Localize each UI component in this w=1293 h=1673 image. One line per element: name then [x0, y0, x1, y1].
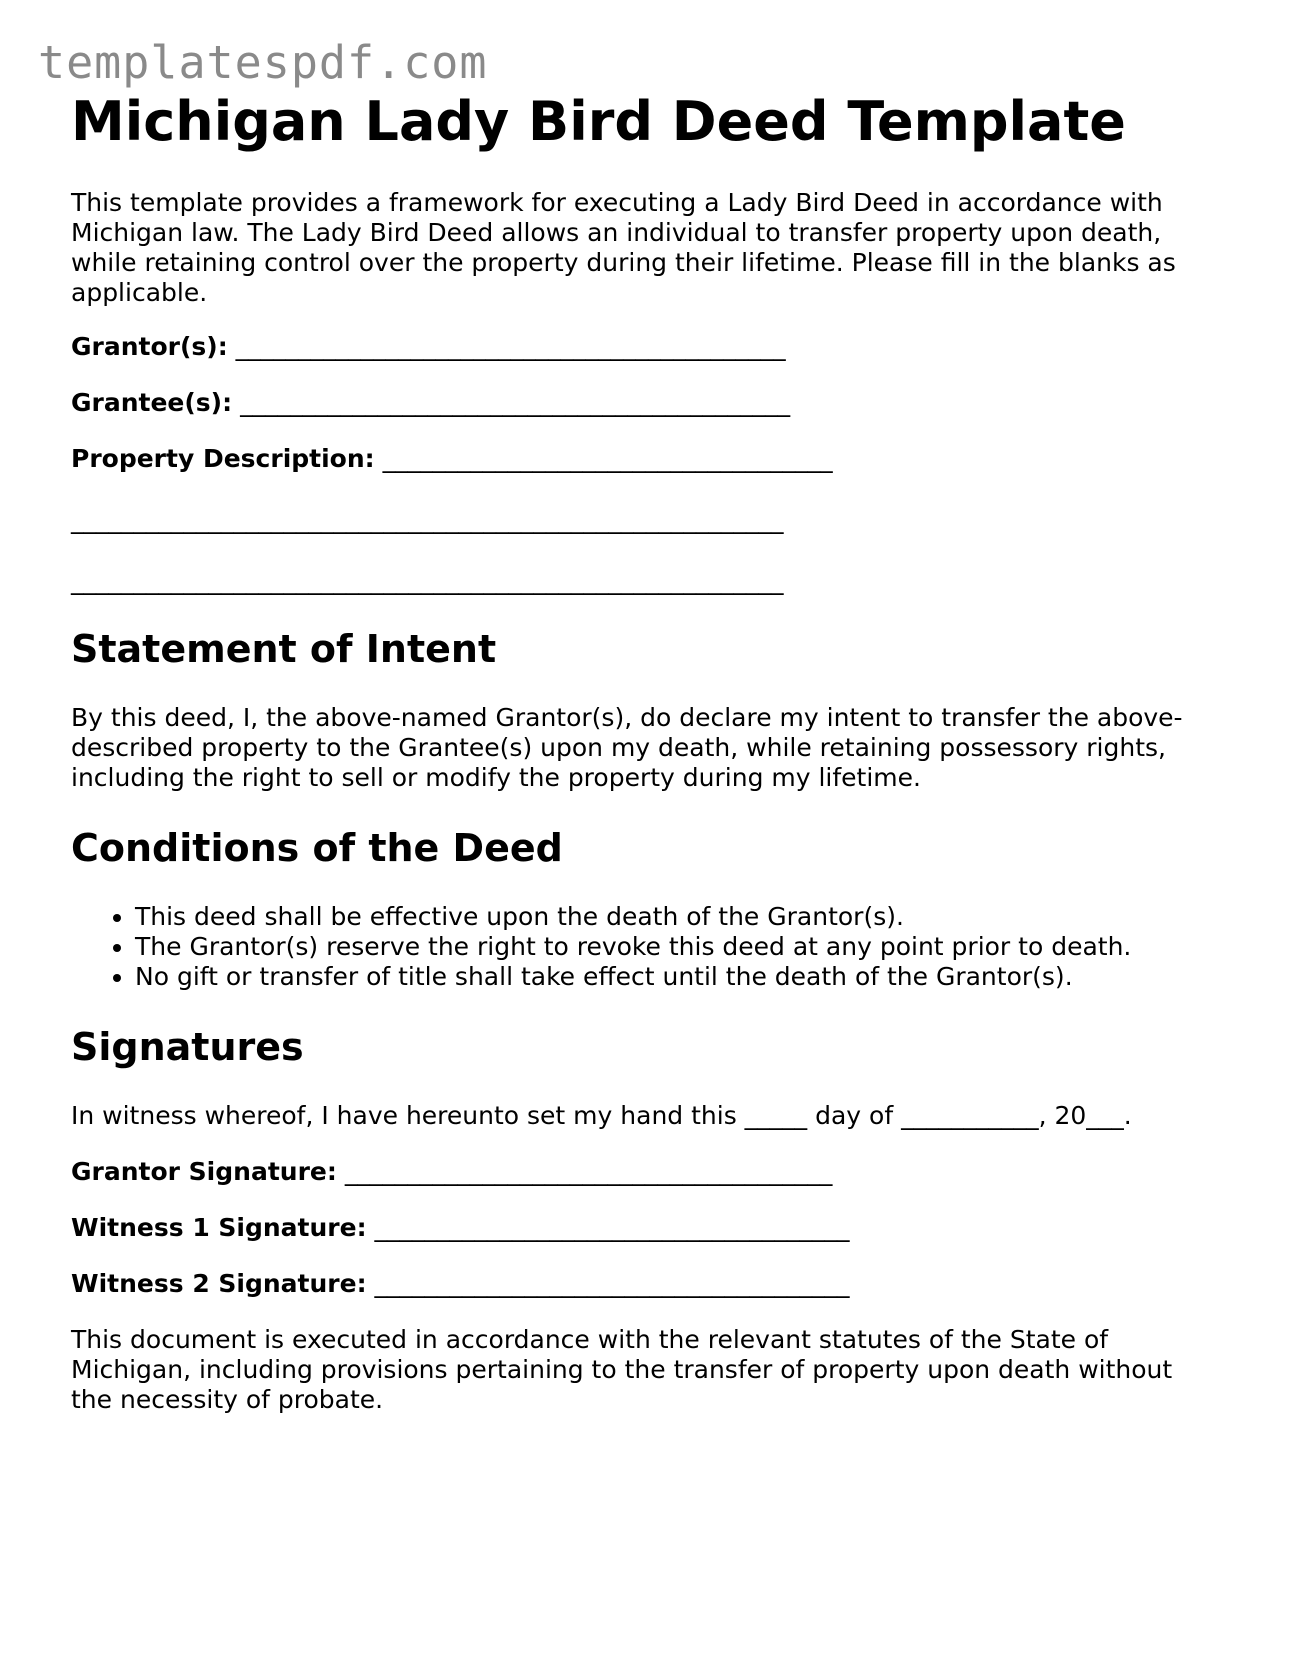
property-description-field[interactable] [71, 444, 1221, 474]
property-description-label: Property Description: [71, 444, 375, 473]
watermark: templatespdf.com [38, 36, 488, 89]
grantor-blank[interactable]: ____________________________________________ [235, 332, 786, 361]
witness-2-signature-label: Witness 2 Signature: [71, 1269, 367, 1298]
witness-2-signature-field[interactable] [71, 1269, 1221, 1299]
grantee-label: Grantee(s): [71, 388, 233, 417]
condition-item: • The Grantor(s) reserve the right to revoke this deed at any point prior to death. [135, 932, 1221, 962]
statement-of-intent-text: By this deed, I, the above-named Grantor(s), do declare my intent to transfer the above-described property to the Grantee(s) upon my death, while retaining possessory rights, including the right to sell or modify the property during my lifetime. [71, 703, 1183, 792]
page-title: Michigan Lady Bird Deed Template [71, 90, 1126, 153]
witness-1-signature-label: Witness 1 Signature: [71, 1213, 367, 1242]
conditions-heading: Conditions of the Deed [71, 826, 563, 870]
witness-1-signature-field[interactable] [71, 1213, 1221, 1243]
grantor-signature-blank[interactable]: _______________________________________ [344, 1157, 833, 1186]
witness-2-signature-blank[interactable]: ______________________________________ [374, 1269, 850, 1298]
witness-date-statement[interactable]: In witness whereof, I have hereunto set my hand this _____ day of ___________, 20___. [71, 1101, 1132, 1130]
grantor-label: Grantor(s): [71, 332, 228, 361]
grantor-signature-field[interactable] [71, 1157, 1221, 1187]
condition-item: • This deed shall be effective upon the death of the Grantor(s). [135, 902, 1221, 932]
grantee-field[interactable] [71, 388, 1221, 418]
condition-item: • No gift or transfer of title shall take effect until the death of the Grantor(s). [135, 962, 1221, 992]
document-page [71, 88, 1221, 1415]
signatures-heading: Signatures [71, 1025, 304, 1069]
property-description-line-3[interactable]: _________________________________________________________ [71, 566, 784, 595]
grantor-signature-label: Grantor Signature: [71, 1157, 337, 1186]
grantee-blank[interactable]: ____________________________________________ [240, 388, 791, 417]
statement-of-intent-heading: Statement of Intent [71, 627, 497, 671]
intro-paragraph: This template provides a framework for executing a Lady Bird Deed in accordance with Michigan law. The Lady Bird Deed allows an individual to transfer property upon death, while retaining control over the property during their lifetime. Please fill in the blanks as applicable. [71, 188, 1176, 307]
grantor-field[interactable] [71, 332, 1221, 362]
closing-paragraph: This document is executed in accordance with the relevant statutes of the State of Michigan, including provisions pertaining to the transfer of property upon death without the necessity of probate. [71, 1325, 1173, 1414]
property-description-line-2[interactable]: _________________________________________________________ [71, 505, 784, 534]
property-description-blank[interactable]: ____________________________________ [382, 444, 833, 473]
conditions-list [71, 902, 1221, 992]
witness-1-signature-blank[interactable]: ______________________________________ [374, 1213, 850, 1242]
